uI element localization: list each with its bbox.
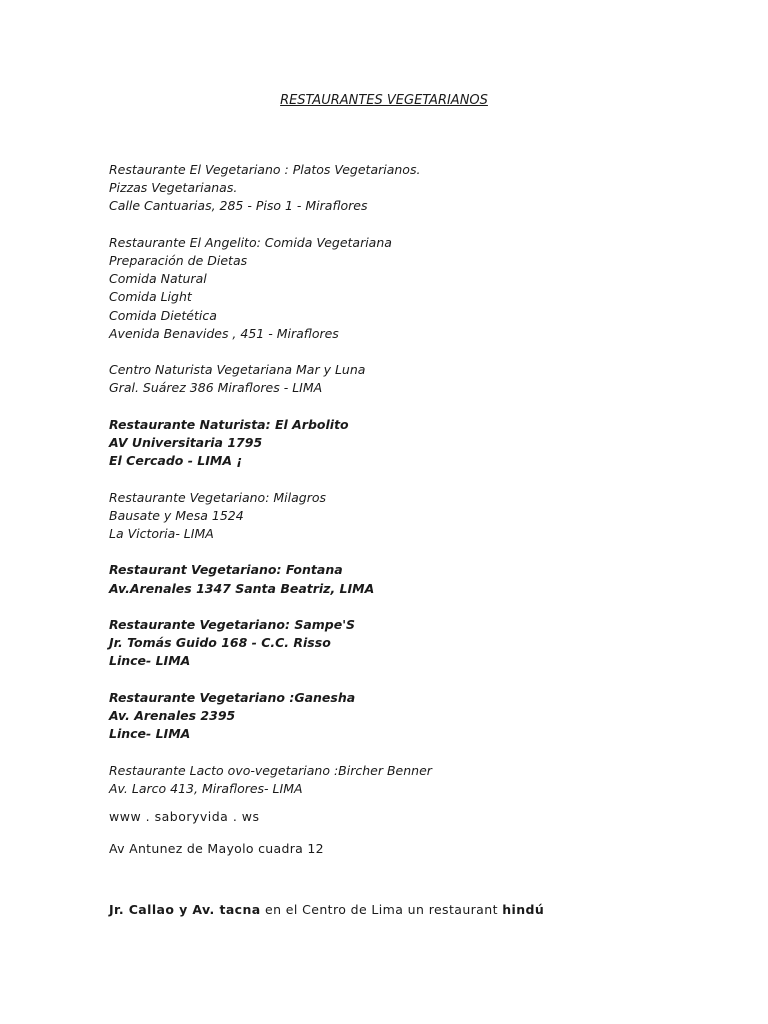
restaurant-detail-line: Gral. Suárez 386 Miraflores - LIMA	[109, 380, 323, 396]
restaurant-name: Restaurante Vegetariano :Ganesha	[109, 689, 356, 705]
restaurant-entry	[109, 762, 729, 798]
restaurant-entry	[109, 689, 729, 744]
restaurant-name: Restaurante Vegetariano: Sampe'S	[109, 616, 356, 632]
restaurant-entry	[109, 416, 729, 471]
restaurant-detail-line: Pizzas Vegetarianas.	[109, 180, 238, 196]
restaurant-detail-line: Calle Cantuarias, 285 - Piso 1 - Miraflores	[109, 198, 368, 214]
restaurant-detail-line: Lince- LIMA	[109, 726, 191, 742]
restaurant-detail-line: Avenida Benavides , 451 - Miraflores	[109, 325, 339, 341]
restaurant-name: Restaurante El Vegetariano : Platos Vegetarianos.	[109, 162, 421, 177]
restaurant-detail-line: Jr. Tomás Guido 168 - C.C. Risso	[109, 635, 331, 651]
restaurant-detail-line: Comida Dietética	[109, 307, 217, 323]
restaurant-detail-line: Comida Natural	[109, 271, 207, 287]
restaurant-detail-line: Av.Arenales 1347 Santa Beatriz, LIMA	[109, 580, 375, 596]
restaurant-entry	[109, 561, 729, 597]
restaurant-detail-line: Lince- LIMA	[109, 653, 191, 669]
restaurant-entry	[109, 361, 729, 397]
restaurant-detail-line: AV Universitaria 1795	[109, 435, 263, 450]
restaurant-detail-line: Av. Larco 413, Miraflores- LIMA	[109, 780, 303, 796]
restaurant-entry	[109, 161, 729, 216]
restaurant-entry	[109, 616, 729, 671]
restaurant-entry	[109, 489, 729, 544]
restaurant-name: Restaurante Vegetariano: Milagros	[109, 489, 327, 505]
hindu-note-cuisine: hindú	[502, 902, 545, 917]
restaurant-name: Restaurante Lacto ovo-vegetariano :Bircher Benner	[109, 762, 432, 778]
restaurant-name: Restaurant Vegetariano: Fontana	[109, 562, 343, 578]
website-text: www . saboryvida . ws	[109, 809, 260, 824]
extra-address-text: Av Antunez de Mayolo cuadra 12	[109, 841, 324, 856]
restaurant-detail-line: Comida Light	[109, 289, 192, 305]
restaurant-detail-line: El Cercado - LIMA ¡	[109, 453, 243, 469]
hindu-restaurant-note	[109, 902, 544, 917]
restaurant-detail-line: Av. Arenales 2395	[109, 707, 236, 723]
restaurant-name: Restaurante Naturista: El Arbolito	[109, 416, 349, 432]
restaurant-detail-line: La Victoria- LIMA	[109, 526, 214, 541]
restaurant-entry	[109, 234, 729, 343]
hindu-note-text: en el Centro de Lima un restaurant	[260, 902, 503, 917]
hindu-note-location: Jr. Callao y Av. tacna	[109, 902, 261, 917]
restaurant-name: Centro Naturista Vegetariana Mar y Luna	[109, 362, 366, 378]
restaurant-detail-line: Preparación de Dietas	[109, 253, 248, 268]
restaurant-name: Restaurante El Angelito: Comida Vegetariana	[109, 234, 392, 250]
restaurant-detail-line: Bausate y Mesa 1524	[109, 507, 244, 523]
page-title: RESTAURANTES VEGETARIANOS	[280, 93, 488, 108]
restaurant-list	[109, 161, 729, 816]
